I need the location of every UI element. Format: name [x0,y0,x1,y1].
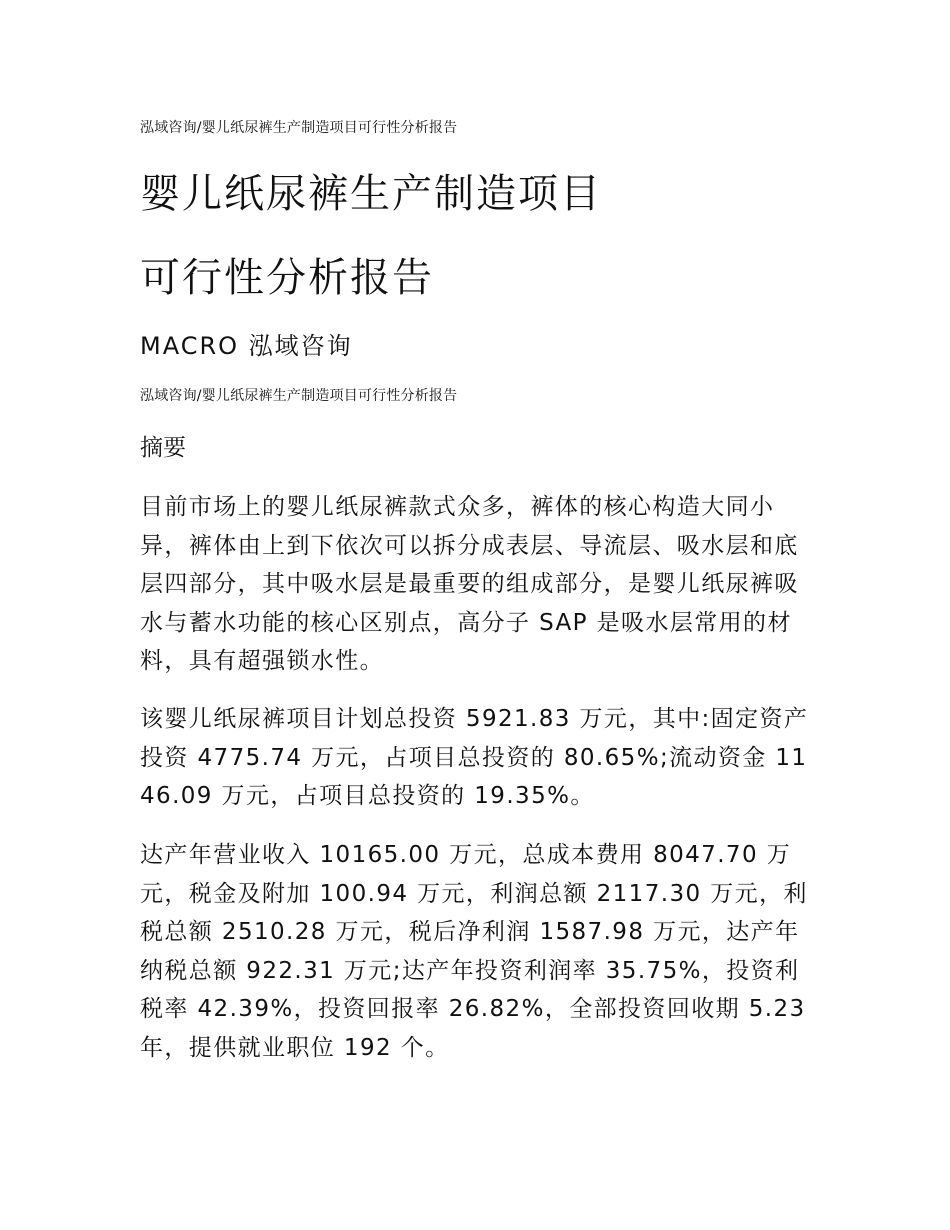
abstract-heading: 摘要 [140,435,186,461]
document-title-line-1: 婴儿纸尿裤生产制造项目 [140,171,602,217]
document-title-line-2: 可行性分析报告 [140,255,434,301]
abstract-paragraph-market: 目前市场上的婴儿纸尿裤款式众多，裤体的核心构造大同小异，裤体由上到下依次可以拆分成表层、导流层、吸水层和底层四部分，其中吸水层是最重要的组成部分，是婴儿纸尿裤吸水与蓄水功能的核心区别点，高分子 SAP 是吸水层常用的材料，具有超强锁水性。 [140,494,799,674]
running-header: 泓域咨询/婴儿纸尿裤生产制造项目可行性分析报告 [140,120,458,136]
running-header-repeat: 泓域咨询/婴儿纸尿裤生产制造项目可行性分析报告 [140,388,458,404]
abstract-paragraph-investment: 该婴儿纸尿裤项目计划总投资 5921.83 万元，其中:固定资产投资 4775.74 万元，占项目总投资的 80.65%;流动资金 1146.09 万元，占项目总投资的 19.35%。 [140,706,809,809]
brand-name: MACRO 泓域咨询 [140,332,353,360]
abstract-paragraph-financials: 达产年营业收入 10165.00 万元，总成本费用 8047.70 万元，税金及附加 100.94 万元，利润总额 2117.30 万元，利税总额 2510.28 万元，税后净利润 1587.98 万元，达产年纳税总额 922.31 万元;达产年投资利润率 35.75%，投资利税率 42.39%，投资回报率 26.82%，全部投资回收期 5.23 年，提供就业职位 192 个。 [140,842,808,1061]
